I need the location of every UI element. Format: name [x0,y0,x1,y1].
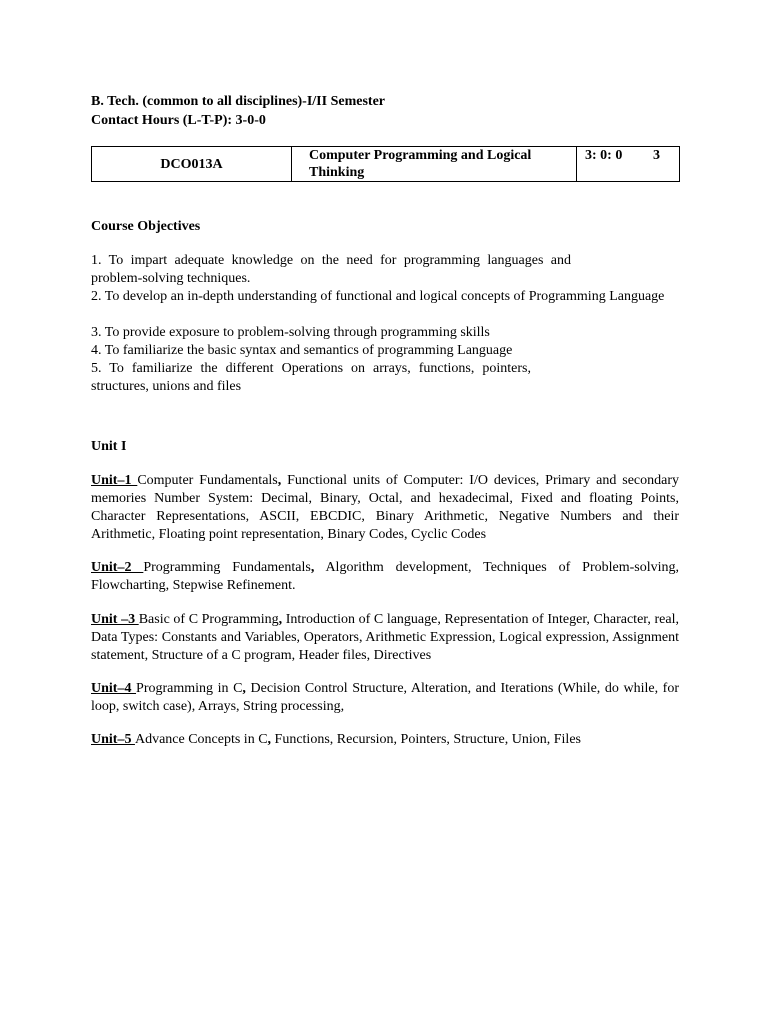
unit-title: Basic of C Programming [138,612,279,627]
objective-item: 2. To develop an in-depth understanding of functional and logical concepts of Programming Language [91,289,665,304]
unit-title: Programming Fundamentals [143,560,311,575]
unit-description: Functional units of Computer: I/O devices, Primary and secondary memories Number System: Decimal, Binary, Octal, and hexadecimal, Fixed and floating Points, Character Representations, ASCII, EBCDIC, Binary Arithmetic, Negative Numbers and their Arithmetic, Floating point representation, Binary Codes, Cyclic Codes [91,473,679,542]
unit-paragraph: Unit–5 Advance Concepts in C, Functions, Recursion, Pointers, Structure, Union, Files [91,732,581,747]
course-title: Computer Programming and Logical Thinking [292,147,577,182]
unit-label: Unit–4 [91,681,137,696]
course-credits: 3 [653,148,660,163]
unit-paragraph: Unit–4 Programming in C, Decision Control Structure, Alteration, and Iterations (While, do while, for loop, switch case), Arrays, String processing, [91,681,679,714]
course-objectives-heading: Course Objectives [91,219,201,234]
course-ltp-cell [577,147,680,182]
unit-label: Unit–1 [91,473,138,488]
unit-paragraph: Unit–1 Computer Fundamentals, Functional units of Computer: I/O devices, Primary and secondary memories Number System: Decimal, Binary, Octal, and hexadecimal, Fixed and floating Points, Character Representations, ASCII, EBCDIC, Binary Arithmetic, Negative Numbers and their Arithmetic, Floating point representation, Binary Codes, Cyclic Codes [91,473,679,542]
objective-item: 4. To familiarize the basic syntax and semantics of programming Language [91,343,513,358]
unit-section-heading: Unit I [91,439,127,454]
program-semester-heading: B. Tech. (common to all disciplines)-I/II Semester [91,94,385,109]
course-info-table [91,146,680,182]
unit-title: Advance Concepts in C [134,732,268,747]
unit-title: Computer Fundamentals [137,473,278,488]
contact-hours-heading: Contact Hours (L-T-P): 3-0-0 [91,113,266,128]
unit-paragraph: Unit–2 Programming Fundamentals, Algorithm development, Techniques of Problem-solving, Flowcharting, Stepwise Refinement. [91,560,679,593]
unit-label: Unit–2 [91,560,144,575]
unit-description: Decision Control Structure, Alteration, and Iterations (While, do while, for loop, switch case), Arrays, String processing, [91,681,679,714]
objective-item: 5. To familiarize the different Operations on arrays, functions, pointers, structures, unions and files [91,361,531,394]
unit-paragraph: Unit –3 Basic of C Programming, Introduction of C language, Representation of Integer, Character, real, Data Types: Constants and Variables, Operators, Arithmetic Expression, Logical expression, Assignment statement, Structure of a C program, Header files, Directives [91,612,679,663]
objective-item: 3. To provide exposure to problem-solving through programming skills [91,325,490,340]
unit-label: Unit–5 [91,732,135,747]
unit-description: Introduction of C language, Representation of Integer, Character, real, Data Types: Constants and Variables, Operators, Arithmetic Expression, Logical expression, Assignment statement, Structure of a C program, Header files, Directives [91,612,679,663]
objective-item: 1. To impart adequate knowledge on the need for programming languages and problem-solving techniques. [91,253,571,286]
unit-title: Programming in C [136,681,243,696]
course-info-row [92,147,680,182]
course-ltp: 3: 0: 0 [585,148,623,163]
unit-label: Unit –3 [91,612,139,627]
unit-description: Functions, Recursion, Pointers, Structure, Union, Files [271,732,581,747]
unit-description: Algorithm development, Techniques of Problem-solving, Flowcharting, Stepwise Refinement. [91,560,679,593]
course-code: DCO013A [92,147,292,182]
